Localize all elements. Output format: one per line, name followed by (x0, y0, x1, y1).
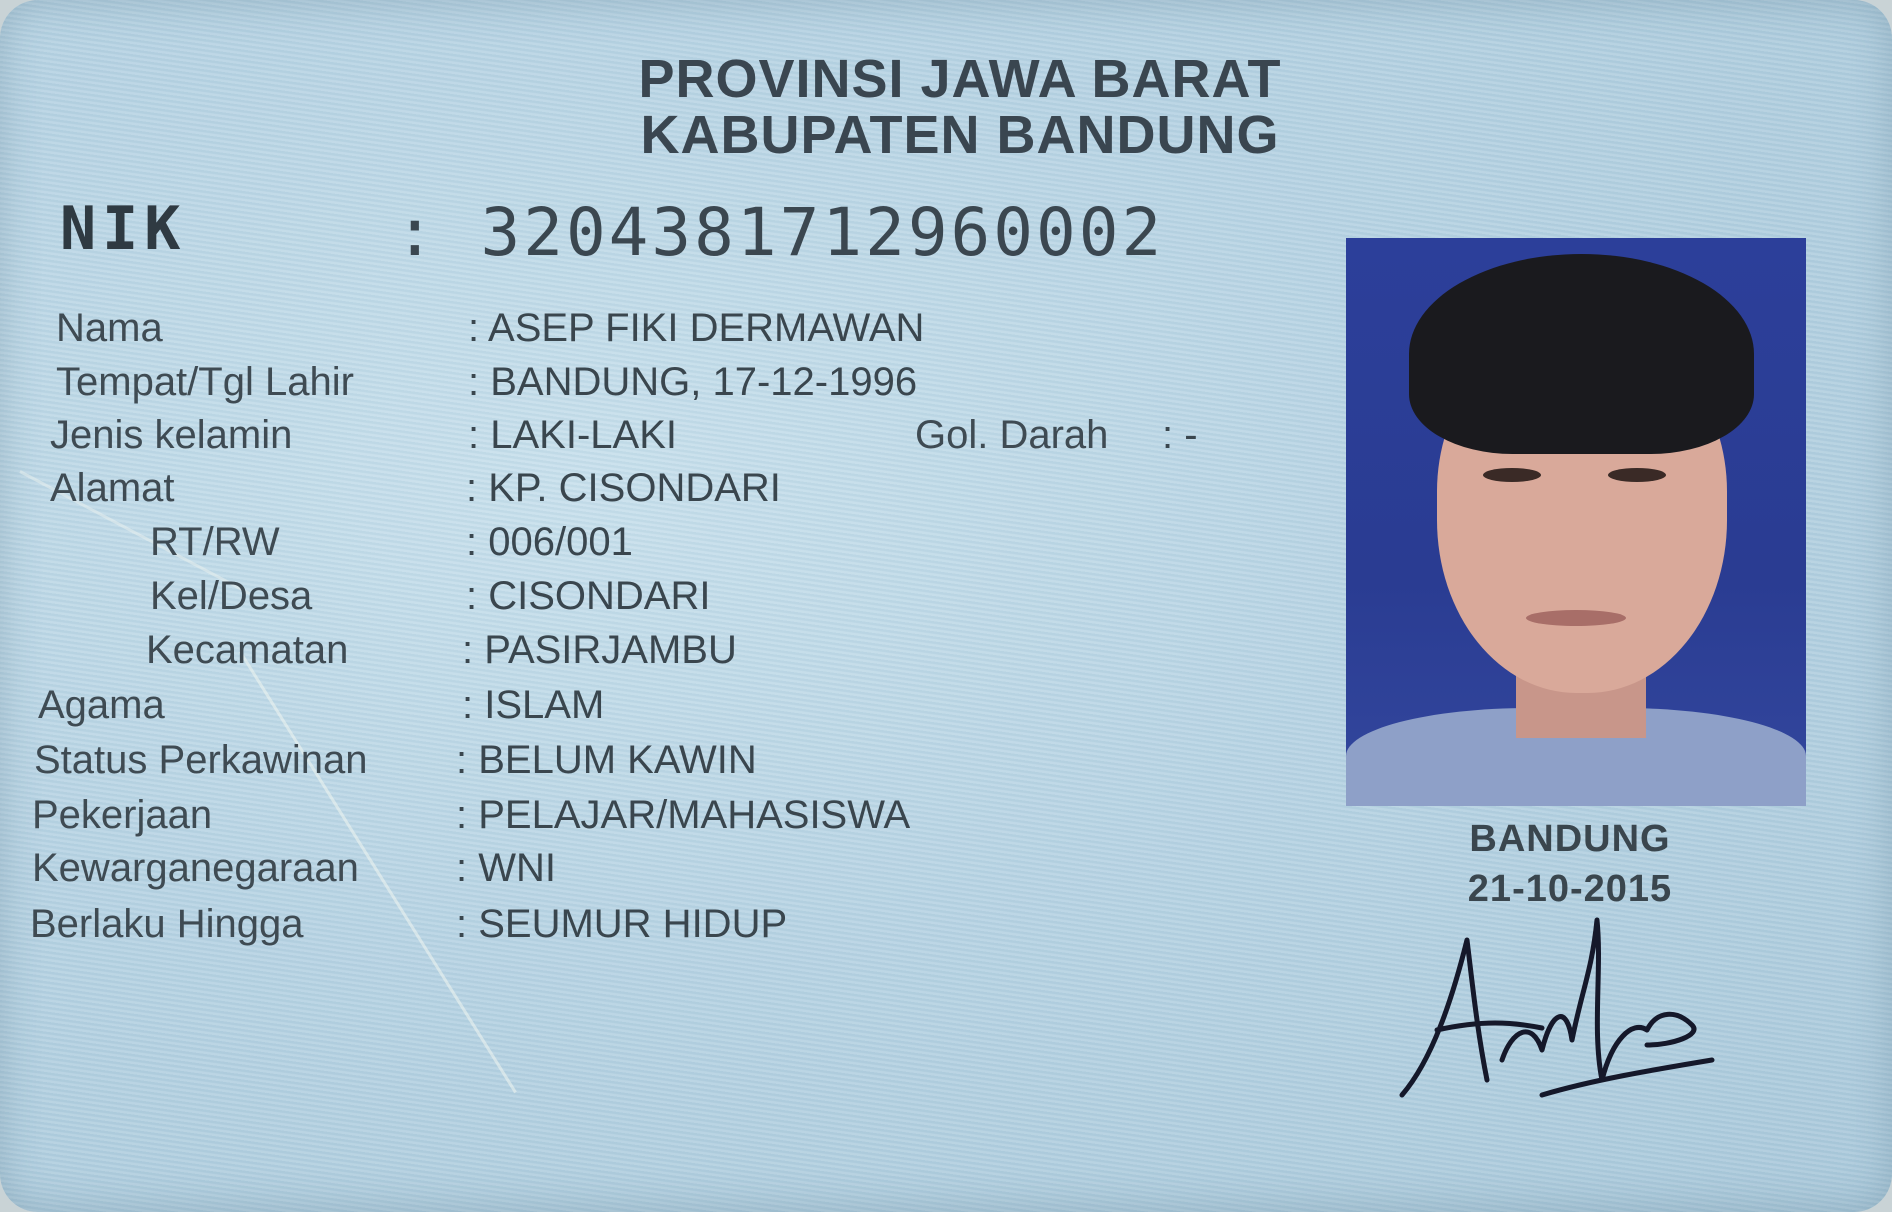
photo-mouth (1526, 610, 1626, 626)
portrait-photo (1346, 238, 1806, 806)
field-value: : PASIRJAMBU (462, 628, 737, 672)
field-value: : PELAJAR/MAHASISWA (456, 793, 911, 837)
field-value: : LAKI-LAKI (468, 413, 677, 457)
province-title: PROVINSI JAWA BARAT (638, 49, 1282, 109)
field-value: : BANDUNG, 17-12-1996 (468, 360, 918, 404)
field-value: : ISLAM (462, 683, 605, 727)
field-label: Agama (38, 683, 165, 727)
signature (1392, 910, 1722, 1110)
nik-value: : 3204381712960002 (395, 194, 1165, 271)
photo-eye (1483, 468, 1541, 482)
field-label: Berlaku Hingga (30, 902, 304, 946)
field-value: : WNI (456, 846, 556, 890)
field-label: Alamat (50, 466, 175, 510)
field-label: Kewarganegaraan (32, 846, 359, 890)
field-label: Kel/Desa (150, 574, 313, 618)
photo-eye (1608, 468, 1666, 482)
blood-type-label: Gol. Darah (915, 413, 1109, 457)
nik-label: NIK (60, 194, 187, 264)
field-label: Kecamatan (146, 628, 349, 672)
field-value: : CISONDARI (466, 574, 711, 618)
blood-type-value: : - (1162, 413, 1198, 457)
field-value: : SEUMUR HIDUP (456, 902, 788, 946)
photo-hair (1409, 254, 1754, 454)
field-value: : ASEP FIKI DERMAWAN (468, 306, 925, 350)
regency-title: KABUPATEN BANDUNG (640, 105, 1280, 165)
field-value: : KP. CISONDARI (466, 466, 781, 510)
issue-date: 21-10-2015 (1467, 868, 1673, 910)
issue-place: BANDUNG (1469, 818, 1671, 860)
field-label: RT/RW (150, 520, 280, 564)
field-value: : BELUM KAWIN (456, 738, 757, 782)
field-value: : 006/001 (466, 520, 633, 564)
field-label: Tempat/Tgl Lahir (56, 360, 354, 404)
field-label: Pekerjaan (32, 793, 213, 837)
field-label: Nama (56, 306, 163, 350)
field-label: Jenis kelamin (50, 413, 293, 457)
field-label: Status Perkawinan (34, 738, 368, 782)
